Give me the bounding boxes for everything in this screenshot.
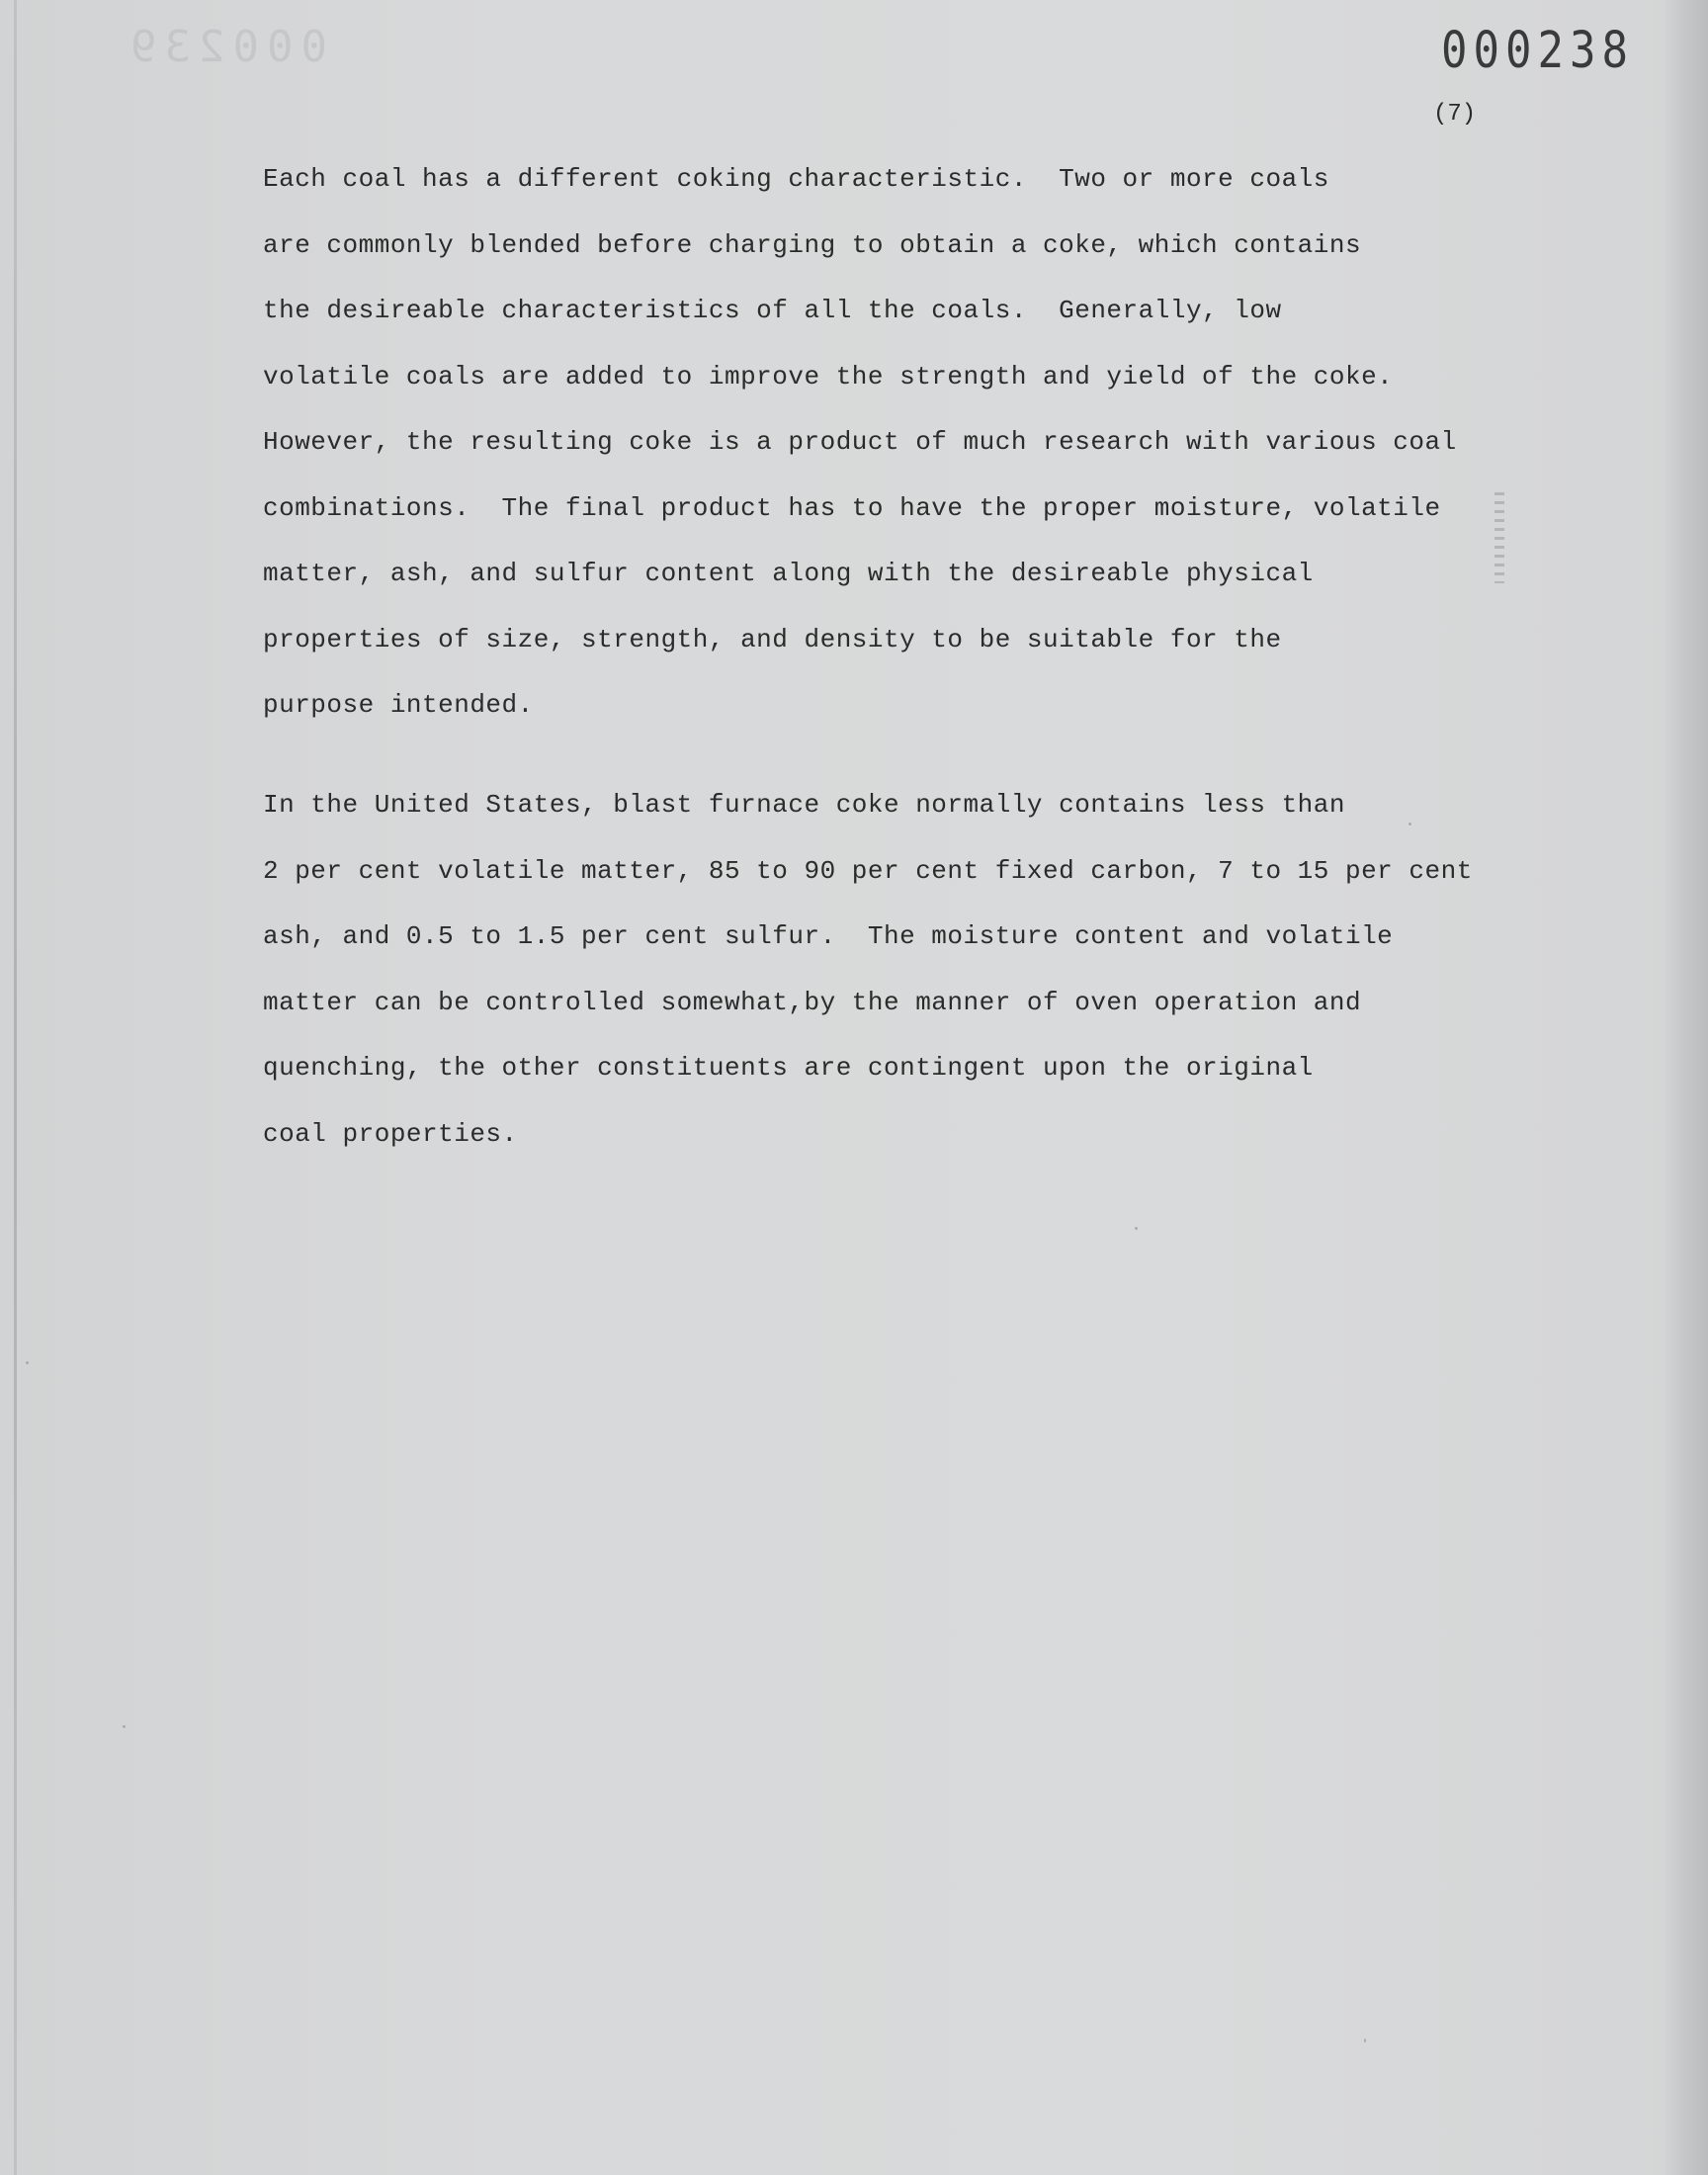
text-line: In the United States, blast furnace coke normally contains less than — [263, 790, 1345, 820]
paragraph-1 — [263, 146, 1548, 739]
text-line: properties of size, strength, and density to be suitable for the — [263, 624, 1282, 654]
paragraph-2 — [263, 772, 1548, 1167]
text-line: However, the resulting coke is a product of much research with various coal — [263, 427, 1457, 457]
bleed-through-number: 000239 — [123, 22, 327, 72]
scan-speck — [123, 1725, 126, 1728]
text-line: quenching, the other constituents are contingent upon the original — [263, 1053, 1314, 1083]
scan-speck — [1364, 2039, 1366, 2043]
page-number: (7) — [1433, 101, 1477, 128]
text-line: Each coal has a different coking characteristic. Two or more coals — [263, 164, 1329, 194]
text-line: coal properties. — [263, 1118, 518, 1149]
document-number: 000238 — [1441, 22, 1634, 80]
text-line: purpose intended. — [263, 690, 534, 720]
text-line: ash, and 0.5 to 1.5 per cent sulfur. The moisture content and volatile — [263, 921, 1394, 951]
scan-speck — [26, 1361, 29, 1364]
text-line: the desireable characteristics of all the coals. Generally, low — [263, 296, 1282, 325]
scan-shadow — [1663, 0, 1708, 2175]
text-line: are commonly blended before charging to obtain a coke, which contains — [263, 229, 1362, 260]
margin-mark — [1494, 492, 1504, 583]
scan-speck — [1135, 1227, 1138, 1230]
page-edge — [14, 0, 17, 2175]
scan-speck — [1409, 823, 1411, 826]
text-line: combinations. The final product has to have the proper moisture, volatile — [263, 492, 1441, 523]
text-line: volatile coals are added to improve the strength and yield of the coke. — [263, 361, 1394, 392]
text-line: 2 per cent volatile matter, 85 to 90 per cent fixed carbon, 7 to 15 per cent — [263, 855, 1473, 886]
text-line: matter can be controlled somewhat,by the manner of oven operation and — [263, 987, 1362, 1017]
text-line: matter, ash, and sulfur content along with the desireable physical — [263, 559, 1314, 588]
